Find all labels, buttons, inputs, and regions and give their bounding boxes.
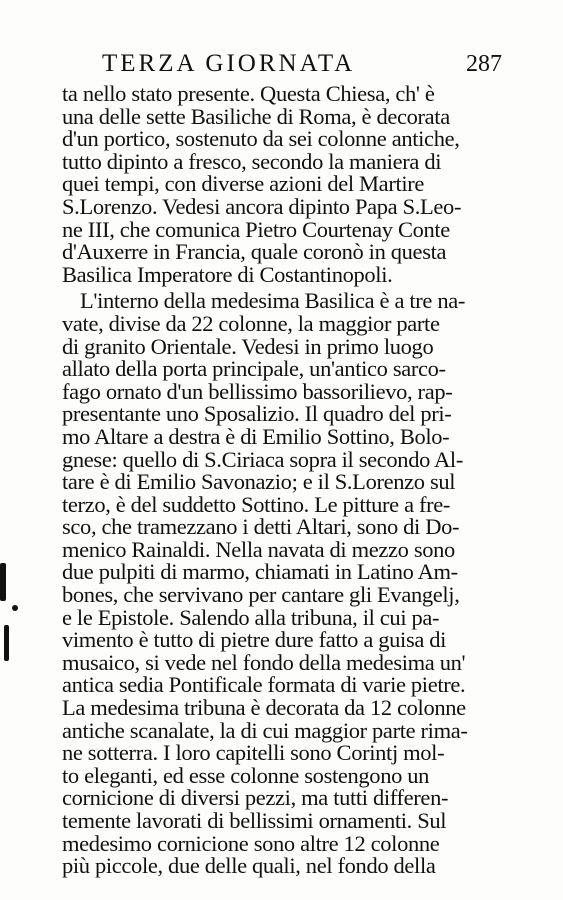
page-header [62, 50, 502, 84]
text-line: mo Altare a destra è di Emilio Sottino, Bolo- [62, 423, 450, 449]
text-line: gnese: quello di S.Ciriaca sopra il secondo Al- [62, 446, 463, 472]
text-line: due pulpiti di marmo, chiamati in Latino Am- [62, 559, 458, 585]
text-line: quei tempi, con diverse azioni del Martire [62, 171, 425, 197]
text-line: ne sotterra. I loro capitelli sono Corintj mol- [62, 740, 445, 766]
page-number: 287 [466, 51, 502, 77]
text-line: di granito Orientale. Vedesi in primo luogo [62, 333, 434, 359]
running-title: TERZA GIORNATA [102, 50, 356, 77]
text-line: antiche scanalate, la di cui maggior parte rima- [62, 717, 468, 743]
text-line: una delle sette Basiliche di Roma, è decorata [62, 103, 450, 129]
text-line: d'un portico, sostenuto da sei colonne antiche, [62, 126, 460, 152]
text-line: d'Auxerre in Francia, quale coronò in questa [62, 239, 447, 265]
margin-bracket-mark-lower [4, 625, 9, 661]
text-line: musaico, si vede nel fondo della medesima un' [62, 649, 466, 675]
text-line: bones, che servivano per cantare gli Evangelj, [62, 582, 460, 608]
margin-bracket-mark [0, 563, 6, 601]
body-text [62, 83, 516, 878]
text-line: sco, che tramezzano i detti Altari, sono di Do- [62, 514, 460, 540]
text-line: terzo, è del suddetto Sottino. Le pitture a fre- [62, 491, 451, 517]
text-line: temente lavorati di bellissimi ornamenti. Sul [62, 808, 447, 833]
text-line: cornicione di diversi pezzi, ma tutti differen- [62, 785, 449, 811]
text-line: ta nello stato presente. Questa Chiesa, ch' è [62, 81, 435, 106]
text-line: La medesima tribuna è decorata da 12 colonne [62, 695, 466, 721]
text-line: tare è di Emilio Savonazio; e il S.Lorenzo sul [62, 469, 456, 495]
paragraph-first-line: L'interno della medesima Basilica è a tre na- [80, 288, 466, 314]
text-line: ne III, che comunica Pietro Courtenay Conte [62, 216, 450, 242]
text-line: fago ornato d'un bellissimo bassorilievo, rap- [62, 378, 453, 404]
text-line: menico Rainaldi. Nella navata di mezzo sono [62, 536, 455, 562]
text-line: vate, divise da 22 colonne, la maggior parte [62, 310, 440, 336]
text-line: medesimo cornicione sono altre 12 colonne [62, 830, 440, 856]
text-line: tutto dipinto a fresco, secondo la maniera di [62, 148, 442, 174]
text-line: più piccole, due delle quali, nel fondo della [62, 853, 436, 879]
text-line: e le Epistole. Salendo alla tribuna, il cui pa- [62, 604, 440, 630]
text-line: vimento è tutto di pietre dure fatto a guisa di [62, 627, 447, 653]
text-line: presentante uno Sposalizio. Il quadro del pri- [62, 401, 452, 427]
text-line: allato della porta principale, un'antico sarco- [62, 356, 446, 382]
text-line: S.Lorenzo. Vedesi ancora dipinto Papa S.Leo- [62, 193, 462, 219]
text-line: to eleganti, ed esse colonne sostengono un [62, 762, 430, 788]
margin-dot-mark [12, 605, 18, 611]
text-line: antica sedia Pontificale formata di varie pietre. [62, 672, 466, 698]
text-line: Basilica Imperatore di Costantinopoli. [62, 261, 393, 287]
